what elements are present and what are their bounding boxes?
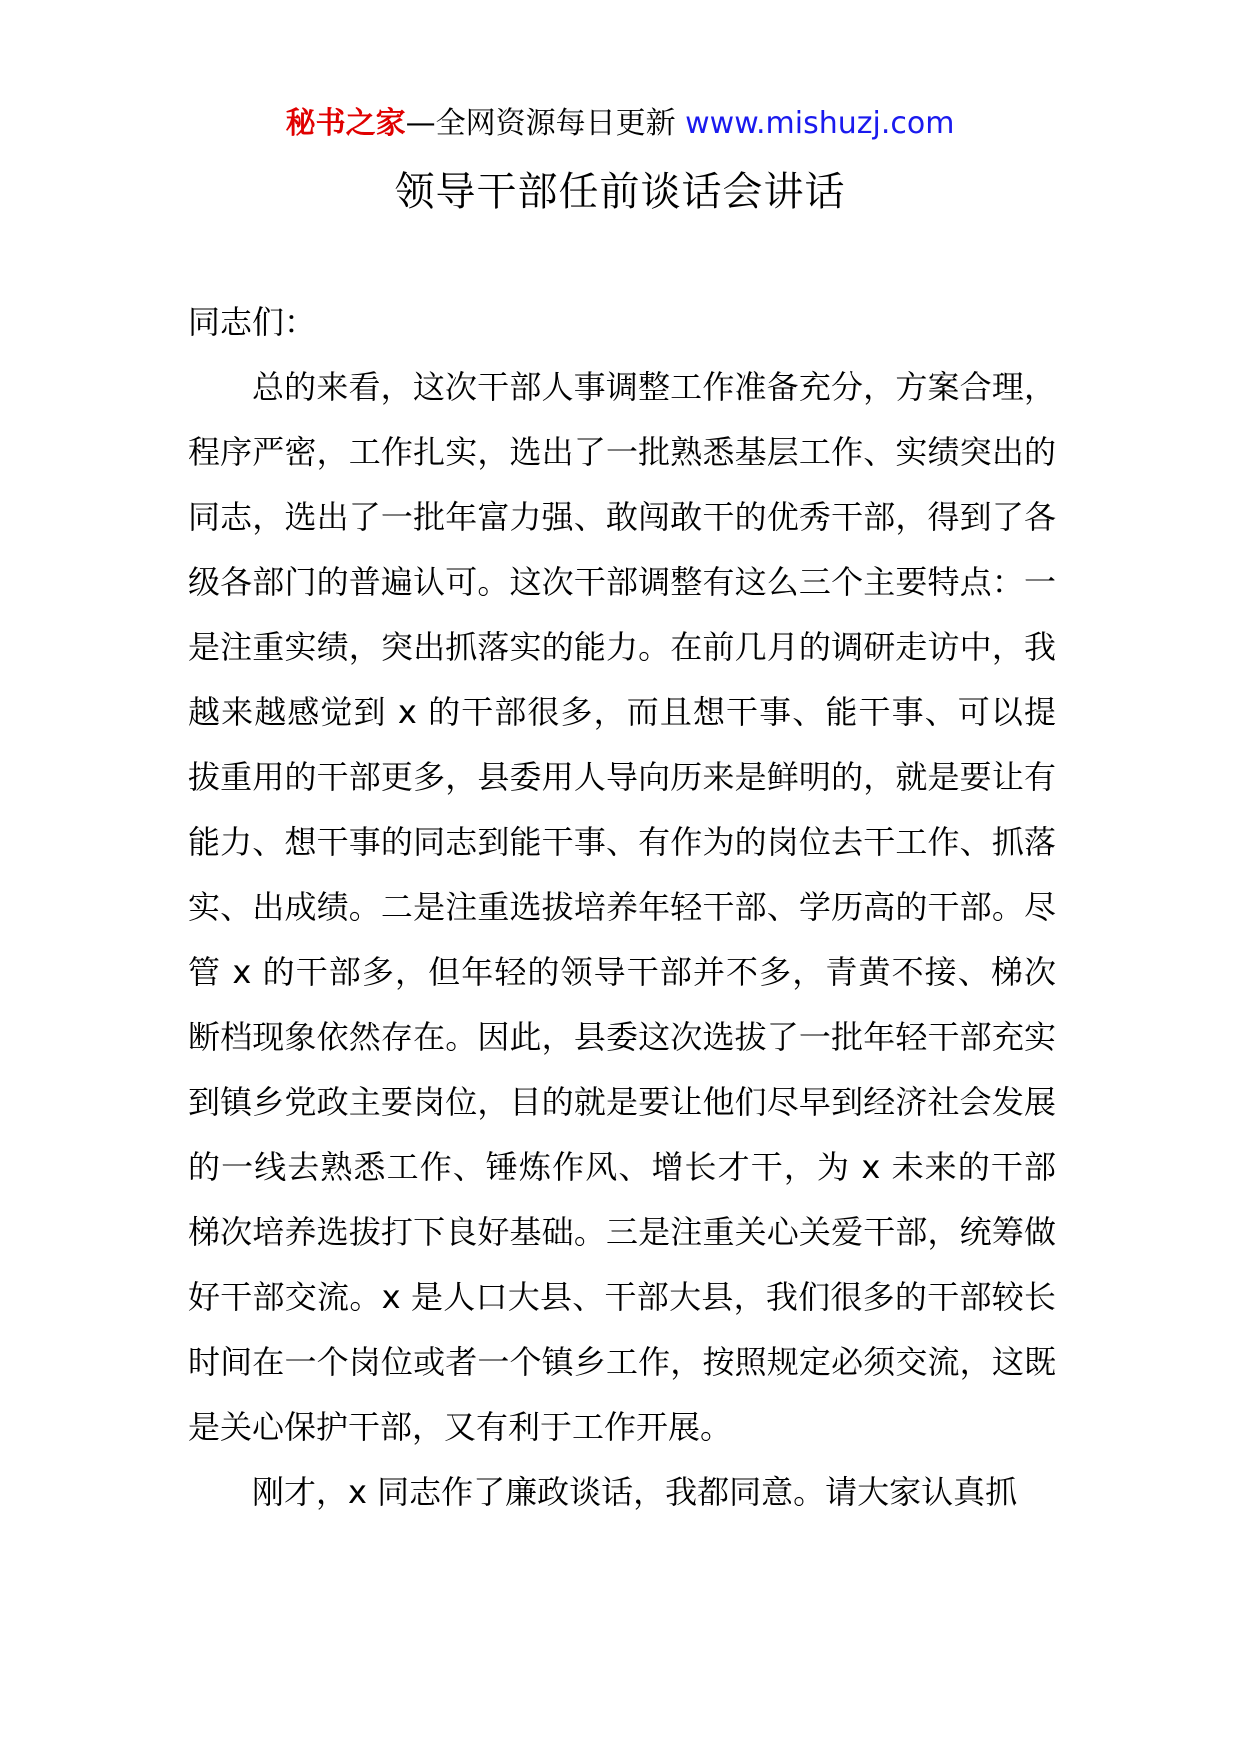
site-brand: 秘书之家 — [285, 106, 406, 141]
document-title: 领导干部任前谈话会讲话 — [394, 169, 846, 215]
document-body — [188, 290, 1056, 1525]
site-slogan: —全网资源每日更新 — [405, 106, 686, 141]
paragraph-2: 刚才，x 同志作了廉政谈话，我都同意。请大家认真抓 — [252, 1473, 1018, 1511]
site-url-link[interactable]: www.mishuzj.com — [685, 106, 955, 141]
paragraph-1: 总的来看，这次干部人事调整工作准备充分，方案合理，程序严密，工作扎实，选出了一批熟悉基层工作、实绩突出的同志，选出了一批年富力强、敢闯敢干的优秀干部，得到了各级各部门的普遍认可。这次干部调整有这么三个主要特点：一是注重实绩，突出抓落实的能力。在前几月的调研走访中，我越来越感觉到 x 的干部很多，而且想干事、能干事、可以提拔重用的干部更多，县委用人导向历来是鲜明的，就是要让有能力、想干事的同志到能干事、有作为的岗位去干工作、抓落实、出成绩。二是注重选拔培养年轻干部、学历高的干部。尽管 x 的干部多，但年轻的领导干部并不多，青黄不接、梯次断档现象依然存在。因此，县委这次选拔了一批年轻干部充实到镇乡党政主要岗位，目的就是要让他们尽早到经济社会发展的一线去熟悉工作、锤炼作风、增长才干，为 x 未来的干部梯次培养选拔打下良好基础。三是注重关心关爱干部，统筹做好干部交流。x 是人口大县、干部大县，我们很多的干部较长时间在一个岗位或者一个镇乡工作，按照规定必须交流，这既是关心保护干部，又有利于工作开展。 — [188, 368, 1056, 1446]
site-header — [0, 100, 1240, 148]
salutation: 同志们： — [188, 303, 317, 341]
